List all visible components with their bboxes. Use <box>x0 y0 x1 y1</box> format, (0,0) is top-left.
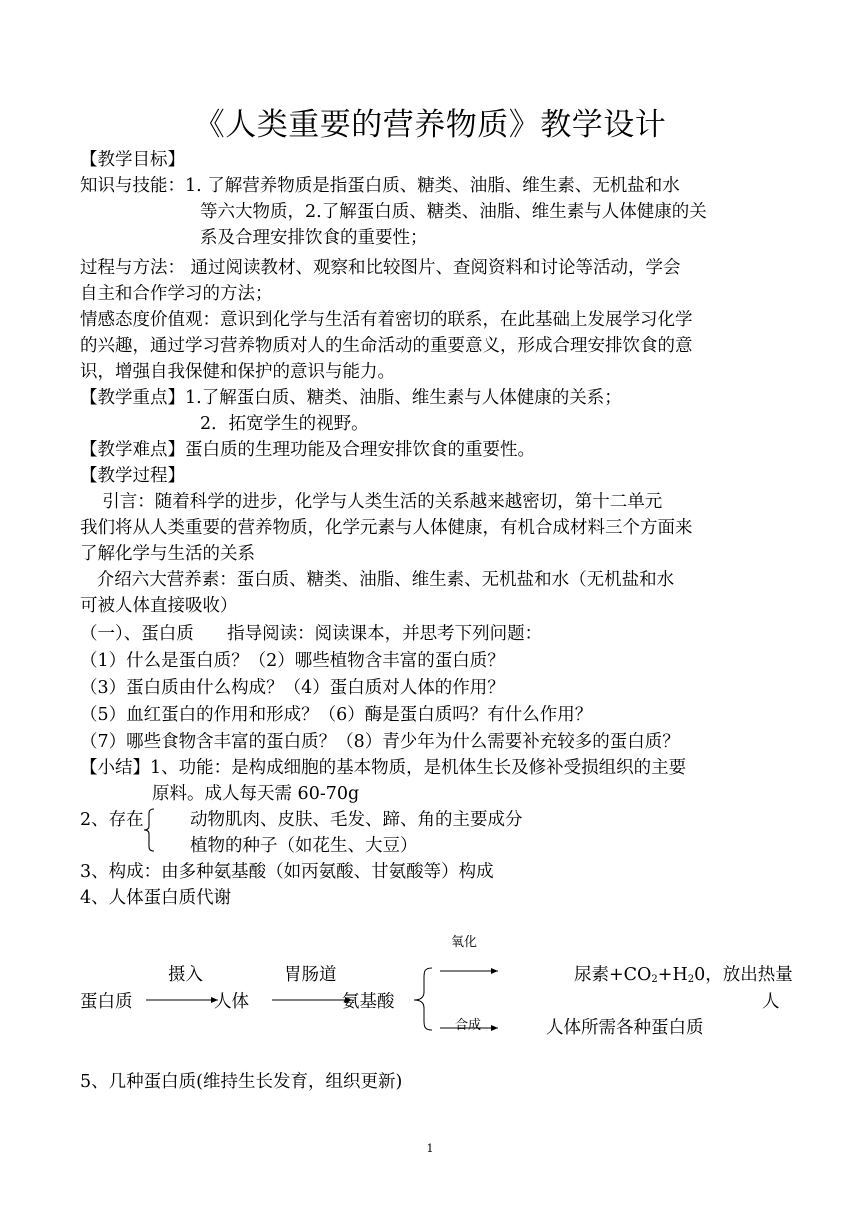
oxidize-label: 氧化 <box>451 935 478 950</box>
text-line: 植物的种子（如花生、大豆） <box>190 836 418 856</box>
text-line: 我们将从人类重要的营养物质，化学元素与人体健康，有机合成材料三个方面来 <box>80 518 693 538</box>
text-line: 2．拓宽学生的视野。 <box>200 414 369 434</box>
protein-metabolism-diagram <box>0 920 860 1050</box>
section-heading-key-points: 【教学重点】1.了解蛋白质、糖类、油脂、维生素与人体健康的关系； <box>80 388 622 408</box>
text-line: 动物肌肉、皮肤、毛发、蹄、角的主要成分 <box>190 810 523 830</box>
text-line: 介绍六大营养素：蛋白质、糖类、油脂、维生素、无机盐和水（无机盐和水 <box>80 570 675 590</box>
text-line: 引言：随着科学的进步，化学与人类生活的关系越来越密切，第十二单元 <box>80 492 663 512</box>
text-line: 情感态度价值观：意识到化学与生活有着密切的联系，在此基础上发展学习化学 <box>80 310 693 330</box>
amino-acid-node: 氨基酸 <box>342 992 395 1012</box>
text-line: 2、存在 <box>80 810 144 830</box>
curly-brace-icon <box>143 808 155 852</box>
synthesis-label: 合成 <box>455 1018 482 1033</box>
text-line: 系及合理安排饮食的重要性； <box>200 228 428 248</box>
section-heading-difficulties: 【教学难点】蛋白质的生理功能及合理安排饮食的重要性。 <box>80 440 535 460</box>
text-line: 识，增强自我保健和保护的意识与能力。 <box>80 362 395 382</box>
text-line: 的兴趣，通过学习营养物质对人的生命活动的重要意义，形成合理安排饮食的意 <box>80 336 693 356</box>
text-line: 5、几种蛋白质(维持生长发育，组织更新) <box>80 1072 403 1092</box>
text-line: 3、构成：由多种氨基酸（如丙氨酸、甘氨酸等）构成 <box>80 862 494 882</box>
text-line: 原料。成人每天需 60-70g <box>152 784 360 804</box>
text-line: 可被人体直接吸收） <box>80 596 238 616</box>
document-title: 《人类重要的营养物质》教学设计 <box>193 107 667 143</box>
ren-text: 人 <box>762 992 780 1012</box>
summary-line: 【小结】1、功能：是构成细胞的基本物质，是机体生长及修补受损组织的主要 <box>80 758 687 778</box>
text-line: 自主和合作学习的方法； <box>80 284 273 304</box>
text-line: 等六大物质，2.了解蛋白质、糖类、油脂、维生素与人体健康的关 <box>200 202 707 222</box>
text-line: （一）、蛋白质 指导阅读：阅读课本，并思考下列问题： <box>80 624 543 644</box>
section-heading-process: 【教学过程】 <box>80 466 185 486</box>
gut-label: 胃肠道 <box>284 965 337 985</box>
question-line: （3）蛋白质由什么构成？（4）蛋白质对人体的作用？ <box>80 678 505 698</box>
page-number: 1 <box>426 1142 434 1155</box>
section-heading-objectives: 【教学目标】 <box>80 150 185 170</box>
needed-proteins-node: 人体所需各种蛋白质 <box>546 1018 704 1038</box>
human-node: 人体 <box>214 992 249 1012</box>
question-line: （1）什么是蛋白质？（2）哪些植物含丰富的蛋白质？ <box>80 651 505 671</box>
question-line: （7）哪些食物含丰富的蛋白质？（8）青少年为什么需要补充较多的蛋白质？ <box>80 732 680 752</box>
text-line: 4、人体蛋白质代谢 <box>80 888 232 908</box>
text-line: 过程与方法： 通过阅读教材、观察和比较图片、查阅资料和讨论等活动，学会 <box>80 258 681 278</box>
text-line: 知识与技能：1. 了解营养物质是指蛋白质、糖类、油脂、维生素、无机盐和水 <box>80 176 680 196</box>
urea-product: 尿素$+CO_2+H_20$，放出热量 <box>574 965 793 985</box>
text-line: 了解化学与生活的关系 <box>80 544 255 564</box>
question-line: （5）血红蛋白的作用和形成？（6）酶是蛋白质吗？有什么作用？ <box>80 705 593 725</box>
ingest-label: 摄入 <box>168 965 203 985</box>
protein-node: 蛋白质 <box>80 992 133 1012</box>
